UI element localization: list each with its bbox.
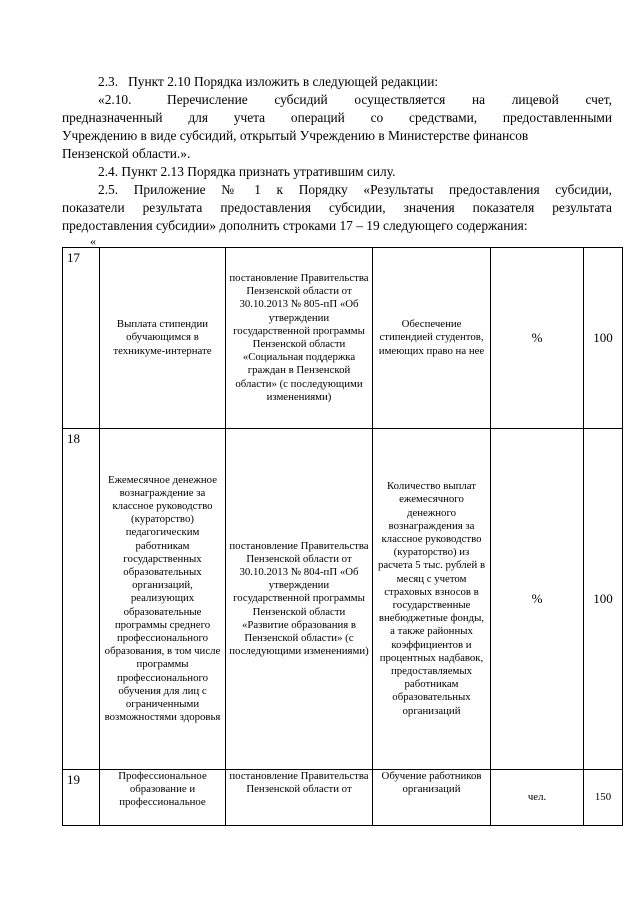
results-table: [62, 247, 623, 826]
measure-name: Профессиональное образование и профессиональное: [100, 770, 226, 826]
legal-basis: постановление Правительства Пензенской области от 30.10.2013 № 804-пП «Об утверждении государственной программы Пензенской области «Развитие образования в Пензенской области» (с последующими изменениями): [226, 429, 373, 770]
paragraph-2-5-line-3: предоставления субсидии» дополнить строками 17 – 19 следующего содержания:: [62, 218, 528, 233]
legal-basis: постановление Правительства Пензенской области от 30.10.2013 № 805-пП «Об утверждении государственной программы Пензенской области «Социальная поддержка граждан в Пензенской области» (с последующими изменениями): [226, 248, 373, 429]
measure-name: Ежемесячное денежное вознаграждение за классное руководство (кураторство) педагогическим работникам государственных образовательных организаций, реализующих образовательные программы среднего профессионального образования, в том числе программы профессионального обучения для лиц с ограниченными возможностями здоровья: [100, 429, 226, 770]
result-value: 150: [584, 770, 623, 826]
result-value: 100: [584, 248, 623, 429]
unit-of-measure: %: [491, 429, 584, 770]
paragraph-2-3: 2.3. Пункт 2.10 Порядка изложить в следующей редакции:: [98, 74, 439, 89]
document-text: [62, 73, 612, 235]
result-description: Количество выплат ежемесячного денежного вознаграждения за классное руководство (кураторство) из расчета 5 тыс. рублей в месяц с учетом страховых взносов в государственные внебюджетные фонды, а также районных коэффициентов и процентных надбавок, предоставляемых работникам образовательных организаций: [373, 429, 491, 770]
result-value: 100: [584, 429, 623, 770]
table-row: [63, 248, 623, 429]
table-row: [63, 770, 623, 826]
result-description: Обеспечение стипендией студентов, имеющих право на нее: [373, 248, 491, 429]
paragraph-2-10-line-4: Пензенской области.».: [62, 146, 191, 161]
paragraph-2-5-line-1: 2.5. Приложение № 1 к Порядку «Результаты предоставления субсидии,: [98, 182, 612, 197]
paragraph-2-4: 2.4. Пункт 2.13 Порядка признать утратившим силу.: [98, 164, 396, 179]
paragraph-2-5-line-2: показатели результата предоставления субсидии, значения показателя результата: [62, 200, 612, 215]
row-number: 18: [63, 429, 100, 770]
measure-name: Выплата стипендии обучающимся в техникуме-интернате: [100, 248, 226, 429]
unit-of-measure: чел.: [491, 770, 584, 826]
paragraph-2-10-line-1: «2.10. Перечисление субсидий осуществляется на лицевой счет,: [98, 92, 612, 107]
result-description: Обучение работников организаций: [373, 770, 491, 826]
row-number: 17: [63, 248, 100, 429]
unit-of-measure: %: [491, 248, 584, 429]
paragraph-2-10-line-3: Учреждению в виде субсидий, открытый Учреждению в Министерстве финансов: [62, 128, 529, 143]
row-number: 19: [63, 770, 100, 826]
legal-basis: постановление Правительства Пензенской области от: [226, 770, 373, 826]
opening-quote-mark: «: [90, 234, 96, 248]
paragraph-2-10-line-2: предназначенный для учета операций со средствами, предоставленными: [62, 110, 612, 125]
table-row: [63, 429, 623, 770]
